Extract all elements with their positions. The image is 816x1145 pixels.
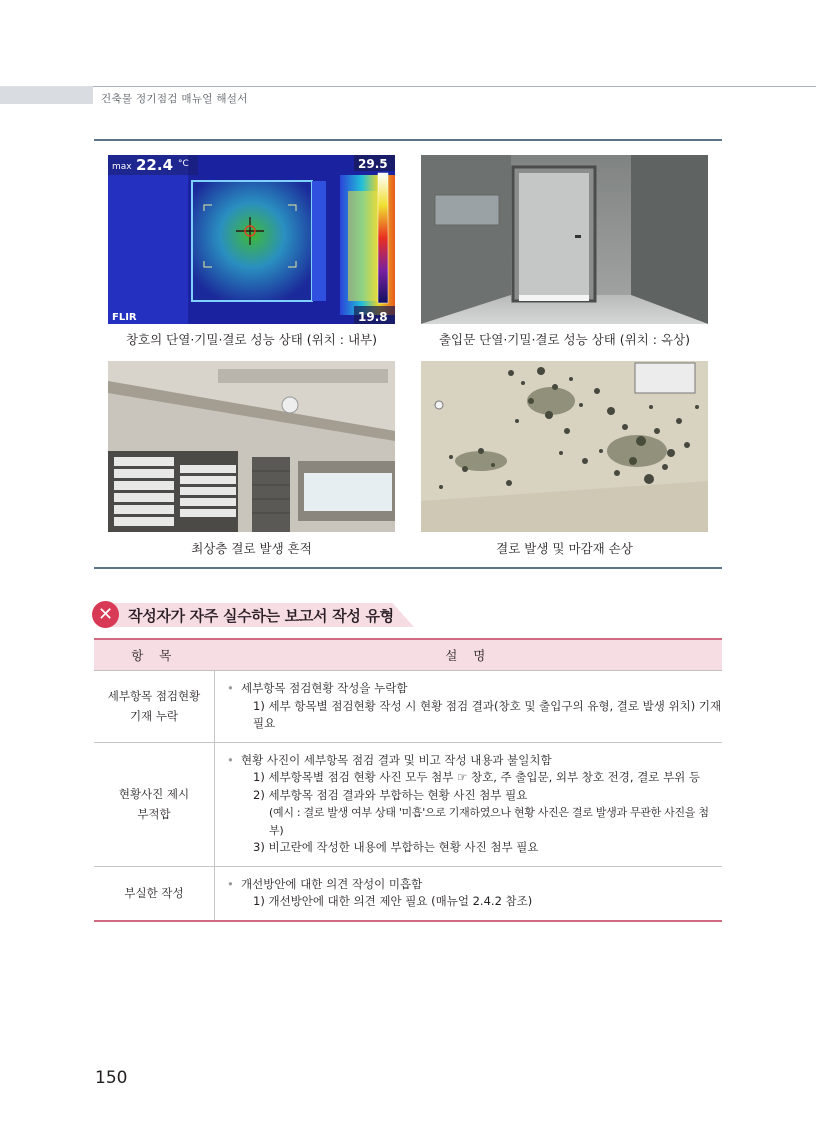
item-cell: [94, 866, 215, 921]
thermal-max-unit: °C: [178, 159, 189, 169]
item-cell: [94, 742, 215, 866]
description-subitem: 1) 개선방안에 대한 의견 제안 필요 (매뉴얼 2.4.2 참조): [253, 894, 533, 908]
close-icon: ✕: [92, 601, 119, 628]
header-rule: [93, 86, 816, 87]
photo-caption-2: 출입문 단열·기밀·결로 성능 상태 (위치 : 옥상): [438, 332, 691, 347]
item-label-line: 기재 누락: [129, 709, 179, 724]
description-bullet: • 세부항목 점검현황 작성을 누락함: [225, 680, 722, 698]
thermal-scale-top: 29.5: [358, 157, 388, 171]
item-label-line: 세부항목 점검현황: [107, 689, 201, 704]
description-subitem: 1) 세부항목별 점검 현황 사진 모두 첨부 ☞ 창호, 주 출입문, 외부 창호 전경, 결로 부위 등: [253, 770, 701, 784]
table-row: [94, 671, 722, 743]
page-number: 150: [95, 1068, 128, 1088]
description-cell: [215, 742, 723, 866]
section-title: 작성자가 자주 실수하는 보고서 작성 유형: [128, 607, 394, 625]
header-title: 건축물 정기점검 매뉴얼 해설서: [101, 93, 248, 105]
table-row: [94, 866, 722, 921]
item-label-line: 부적합: [137, 807, 171, 821]
description-cell: [215, 671, 723, 743]
description-subitem: 2) 세부항목 점검 결과와 부합하는 현황 사진 첨부 필요: [253, 787, 528, 802]
item-label-line: 현황사진 제시: [118, 787, 190, 801]
thermal-max-label: max: [112, 162, 132, 172]
table-header-row: [94, 639, 722, 671]
photo-grid-top-rule: [94, 139, 722, 141]
thermal-max-value: 22.4: [136, 156, 174, 174]
column-header-description: 설 명: [215, 639, 723, 671]
photo-caption-1: 창호의 단열·기밀·결로 성능 상태 (위치 : 내부): [125, 332, 378, 347]
photo-caption-4: 결로 발생 및 마감재 손상: [496, 541, 633, 556]
photo-caption-3: 최상층 결로 발생 흔적: [191, 541, 312, 556]
top-floor-ceiling-photo: [108, 361, 395, 532]
mold-damage-photo: [421, 361, 708, 532]
thermal-brand-logo: FLIR: [112, 312, 137, 323]
column-header-item: 항 목: [94, 639, 215, 671]
description-bullet: • 개선방안에 대한 의견 작성이 미흡함: [225, 876, 722, 894]
item-label-line: 부실한 작성: [124, 886, 184, 900]
section-header: [92, 600, 432, 630]
description-cell: [215, 866, 723, 921]
common-mistakes-table: [94, 638, 722, 922]
description-subitem: 3) 비고란에 작성한 내용에 부합하는 현황 사진 첨부 필요: [253, 840, 539, 854]
header-band: [0, 86, 93, 104]
item-cell: [94, 671, 215, 743]
photo-grid-bottom-rule: [94, 567, 722, 569]
thermal-scale-bottom: 19.8: [358, 310, 388, 324]
description-subitem: 1) 세부 항목별 점검현황 작성 시 현황 점검 결과(창호 및 출입구의 유형, 결로 발생 위치) 기재 필요: [253, 698, 722, 730]
description-bullet: • 현황 사진이 세부항목 점검 결과 및 비고 작성 내용과 불일치함: [225, 752, 722, 770]
rooftop-door-photo: [421, 155, 708, 324]
table-row: [94, 742, 722, 866]
description-example: (예시 : 결로 발생 여부 상태 '미흡'으로 기재하였으나 현황 사진은 결로 발생과 무관한 사진을 첨부): [269, 806, 709, 837]
thermal-window-photo: [108, 155, 395, 324]
